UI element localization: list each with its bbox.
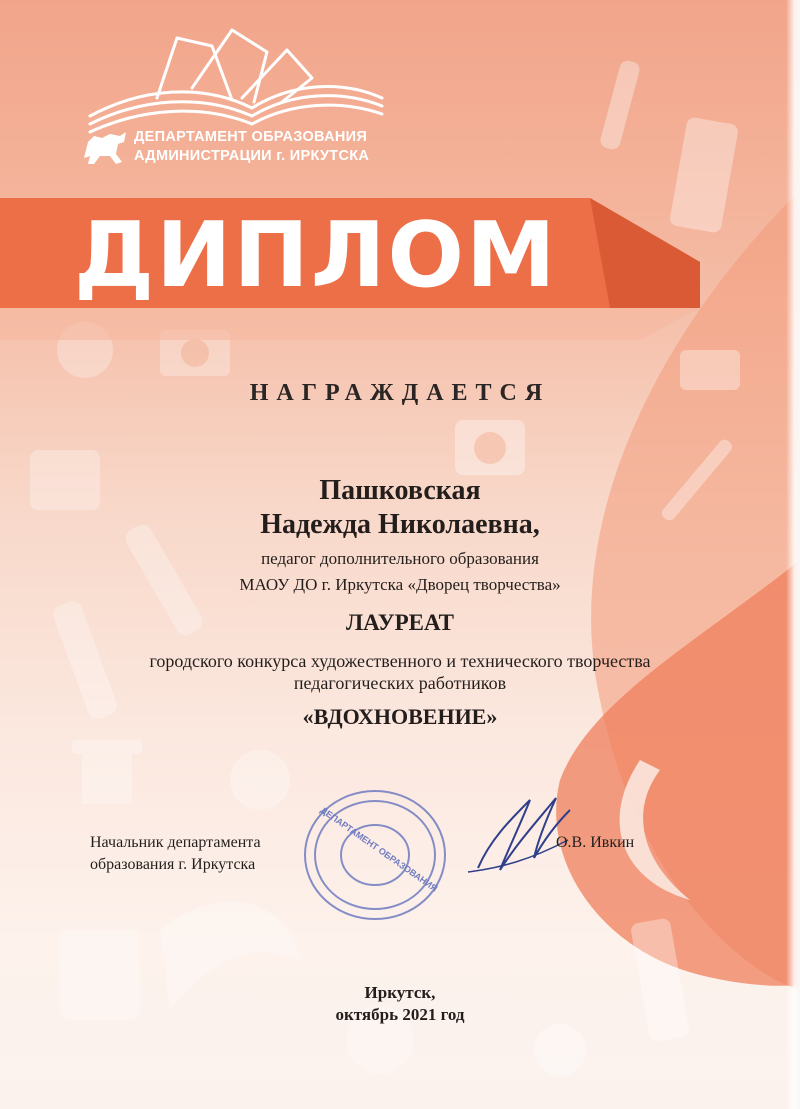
stamp-text: ДЕПАРТАМЕНТ ОБРАЗОВАНИЯ [318, 804, 440, 894]
recipient-surname: Пашковская [319, 475, 481, 506]
department-line-2: АДМИНИСТРАЦИИ г. ИРКУТСКА [134, 148, 370, 164]
signer-title-line-2: образования г. Иркутска [90, 856, 256, 873]
recipient-details [0, 546, 800, 598]
contest-line-2: педагогических работников [293, 673, 507, 693]
contest-description [0, 650, 800, 694]
recipient-name-patronymic: Надежда Николаевна, [260, 509, 540, 540]
handwritten-signature [460, 780, 580, 880]
recipient-name [0, 474, 800, 542]
department-name [134, 128, 369, 166]
irkutsk-babr-icon [82, 128, 128, 168]
issue-date: октябрь 2021 год [335, 1005, 465, 1024]
contest-name: «ВДОХНОВЕНИЕ» [302, 704, 498, 729]
recipient-position: педагог дополнительного образования [261, 549, 539, 568]
department-line-1: ДЕПАРТАМЕНТ ОБРАЗОВАНИЯ [134, 129, 368, 145]
document-title: ДИПЛОМ [74, 203, 558, 308]
signer-name: О.В. Ивкин [556, 834, 635, 851]
signer-title [90, 832, 261, 876]
contest-line-1: городского конкурса художественного и технического творчества [149, 651, 651, 671]
awarded-heading: НАГРАЖДАЕТСЯ [249, 380, 551, 406]
official-stamp [300, 785, 450, 925]
place-and-date [0, 982, 800, 1026]
signer-title-line-1: Начальник департамента [90, 834, 261, 851]
recipient-organization: МАОУ ДО г. Иркутска «Дворец творчества» [239, 575, 561, 594]
place-city: Иркутск, [364, 983, 436, 1002]
award-status: ЛАУРЕАТ [346, 610, 454, 635]
